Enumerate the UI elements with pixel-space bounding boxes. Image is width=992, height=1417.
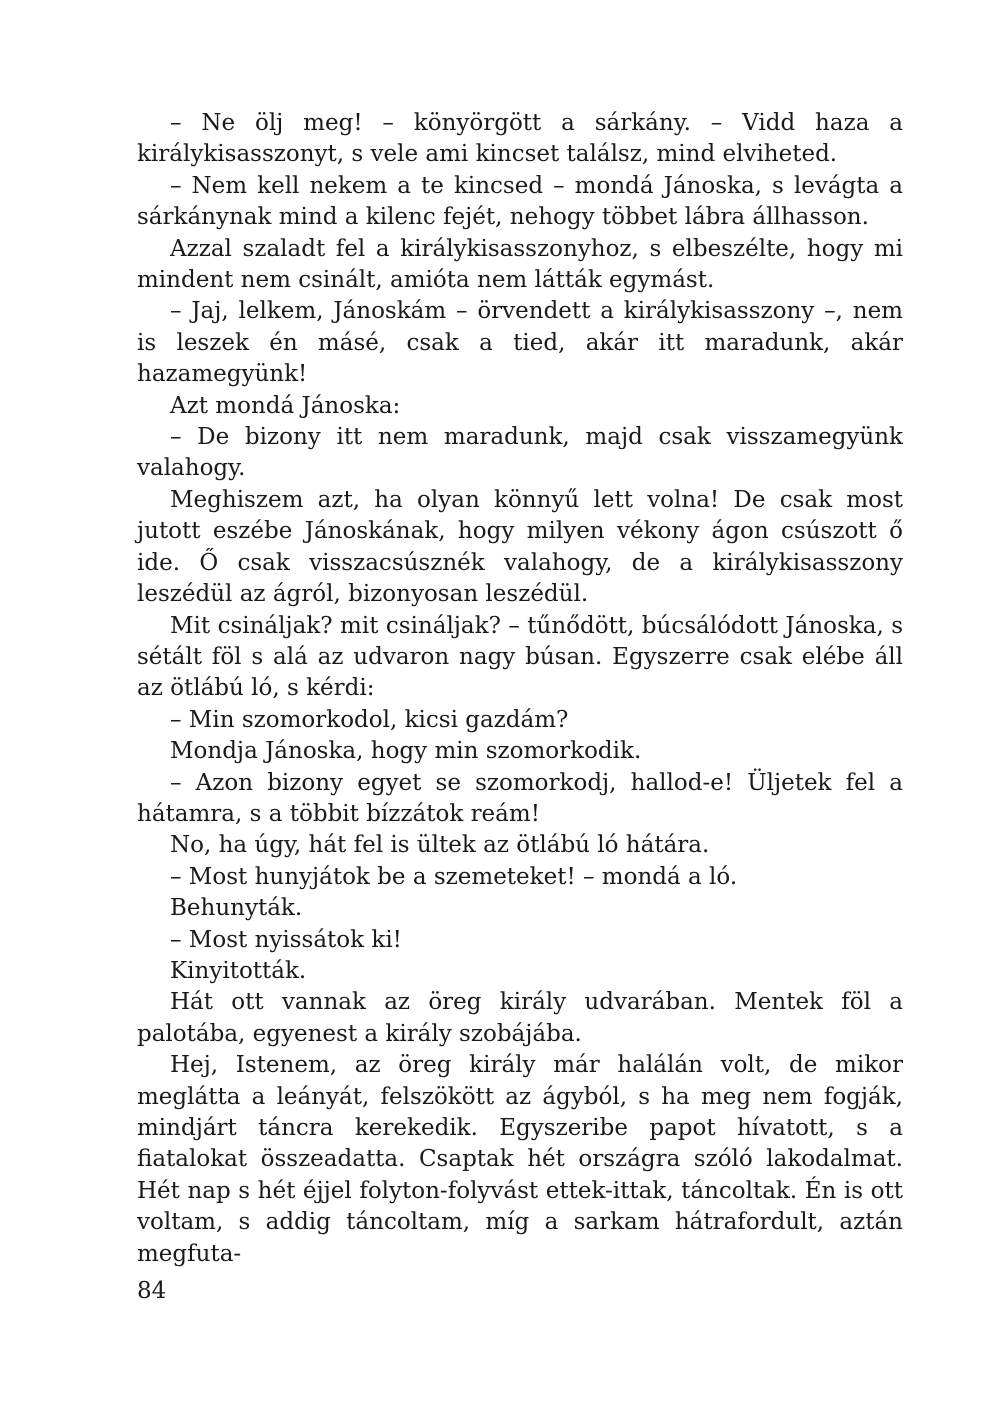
paragraph: – Azon bizony egyet se szomorkodj, hallod-e! Üljetek fel a hátamra, s a többit bízzátok reám! [137,769,903,827]
book-page-text [137,108,903,1270]
page-number: 84 [137,1278,167,1304]
paragraph: Azt mondá Jánoska: [170,392,401,419]
paragraph: Mit csináljak? mit csináljak? – tűnődött, búcsálódott Jánoska, s sétált föl s alá az udvaron nagy búsan. Egyszerre csak elébe áll az ötlábú ló, s kérdi: [137,612,903,702]
paragraph: – Jaj, lelkem, Jánoskám – örvendett a királykisasszony –, nem is leszek én másé, csak a tied, akár itt maradunk, akár hazamegyünk! [137,298,903,388]
paragraph: – Nem kell nekem a te kincsed – mondá Jánoska, s levágta a sárkánynak mind a kilenc fejét, nehogy többet lábra állhasson. [137,172,903,231]
paragraph: Hej, Istenem, az öreg király már halálán volt, de mikor meglátta a leányát, felszökött az ágyból, s ha meg nem fogják, mindjárt táncra kerekedik. Egyszeribe papot hívatott, s a fiatalokat összeadatta. Csaptak hét országra szóló lakodalmat. Hét nap s hét éjjel folyton-folyvást ettek-ittak, táncoltak. Én is ott voltam, s addig táncoltam, míg a sarkam hátrafordult, aztán megfuta- [137,1052,903,1267]
paragraph: Azzal szaladt fel a királykisasszonyhoz, s elbeszélte, hogy mi mindent nem csinált, amióta nem látták egymást. [137,235,903,294]
paragraph: – Most nyissátok ki! [170,926,402,953]
paragraph: – Most hunyjátok be a szemeteket! – mondá a ló. [170,863,738,890]
paragraph: Mondja Jánoska, hogy min szomorkodik. [170,738,642,765]
paragraph: Meghiszem azt, ha olyan könnyű lett volna! De csak most jutott eszébe Jánoskának, hogy milyen vékony ágon csúszott ő ide. Ő csak visszacsúsznék valahogy, de a királykisasszony leszédül az ágról, bizonyosan leszédül. [137,486,903,608]
paragraph: – Ne ölj meg! – könyörgött a sárkány. – Vidd haza a királykisasszonyt, s vele ami kincset találsz, mind elviheted. [137,110,903,168]
paragraph: Behunyták. [170,895,303,922]
paragraph: – De bizony itt nem maradunk, majd csak visszamegyünk valahogy. [137,424,903,482]
paragraph: Kinyitották. [170,957,307,984]
paragraph: No, ha úgy, hát fel is ültek az ötlábú ló hátára. [170,832,710,859]
paragraph: – Min szomorkodol, kicsi gazdám? [170,706,569,733]
paragraph: Hát ott vannak az öreg király udvarában. Mentek föl a palotába, egyenest a király szobájába. [137,989,903,1047]
